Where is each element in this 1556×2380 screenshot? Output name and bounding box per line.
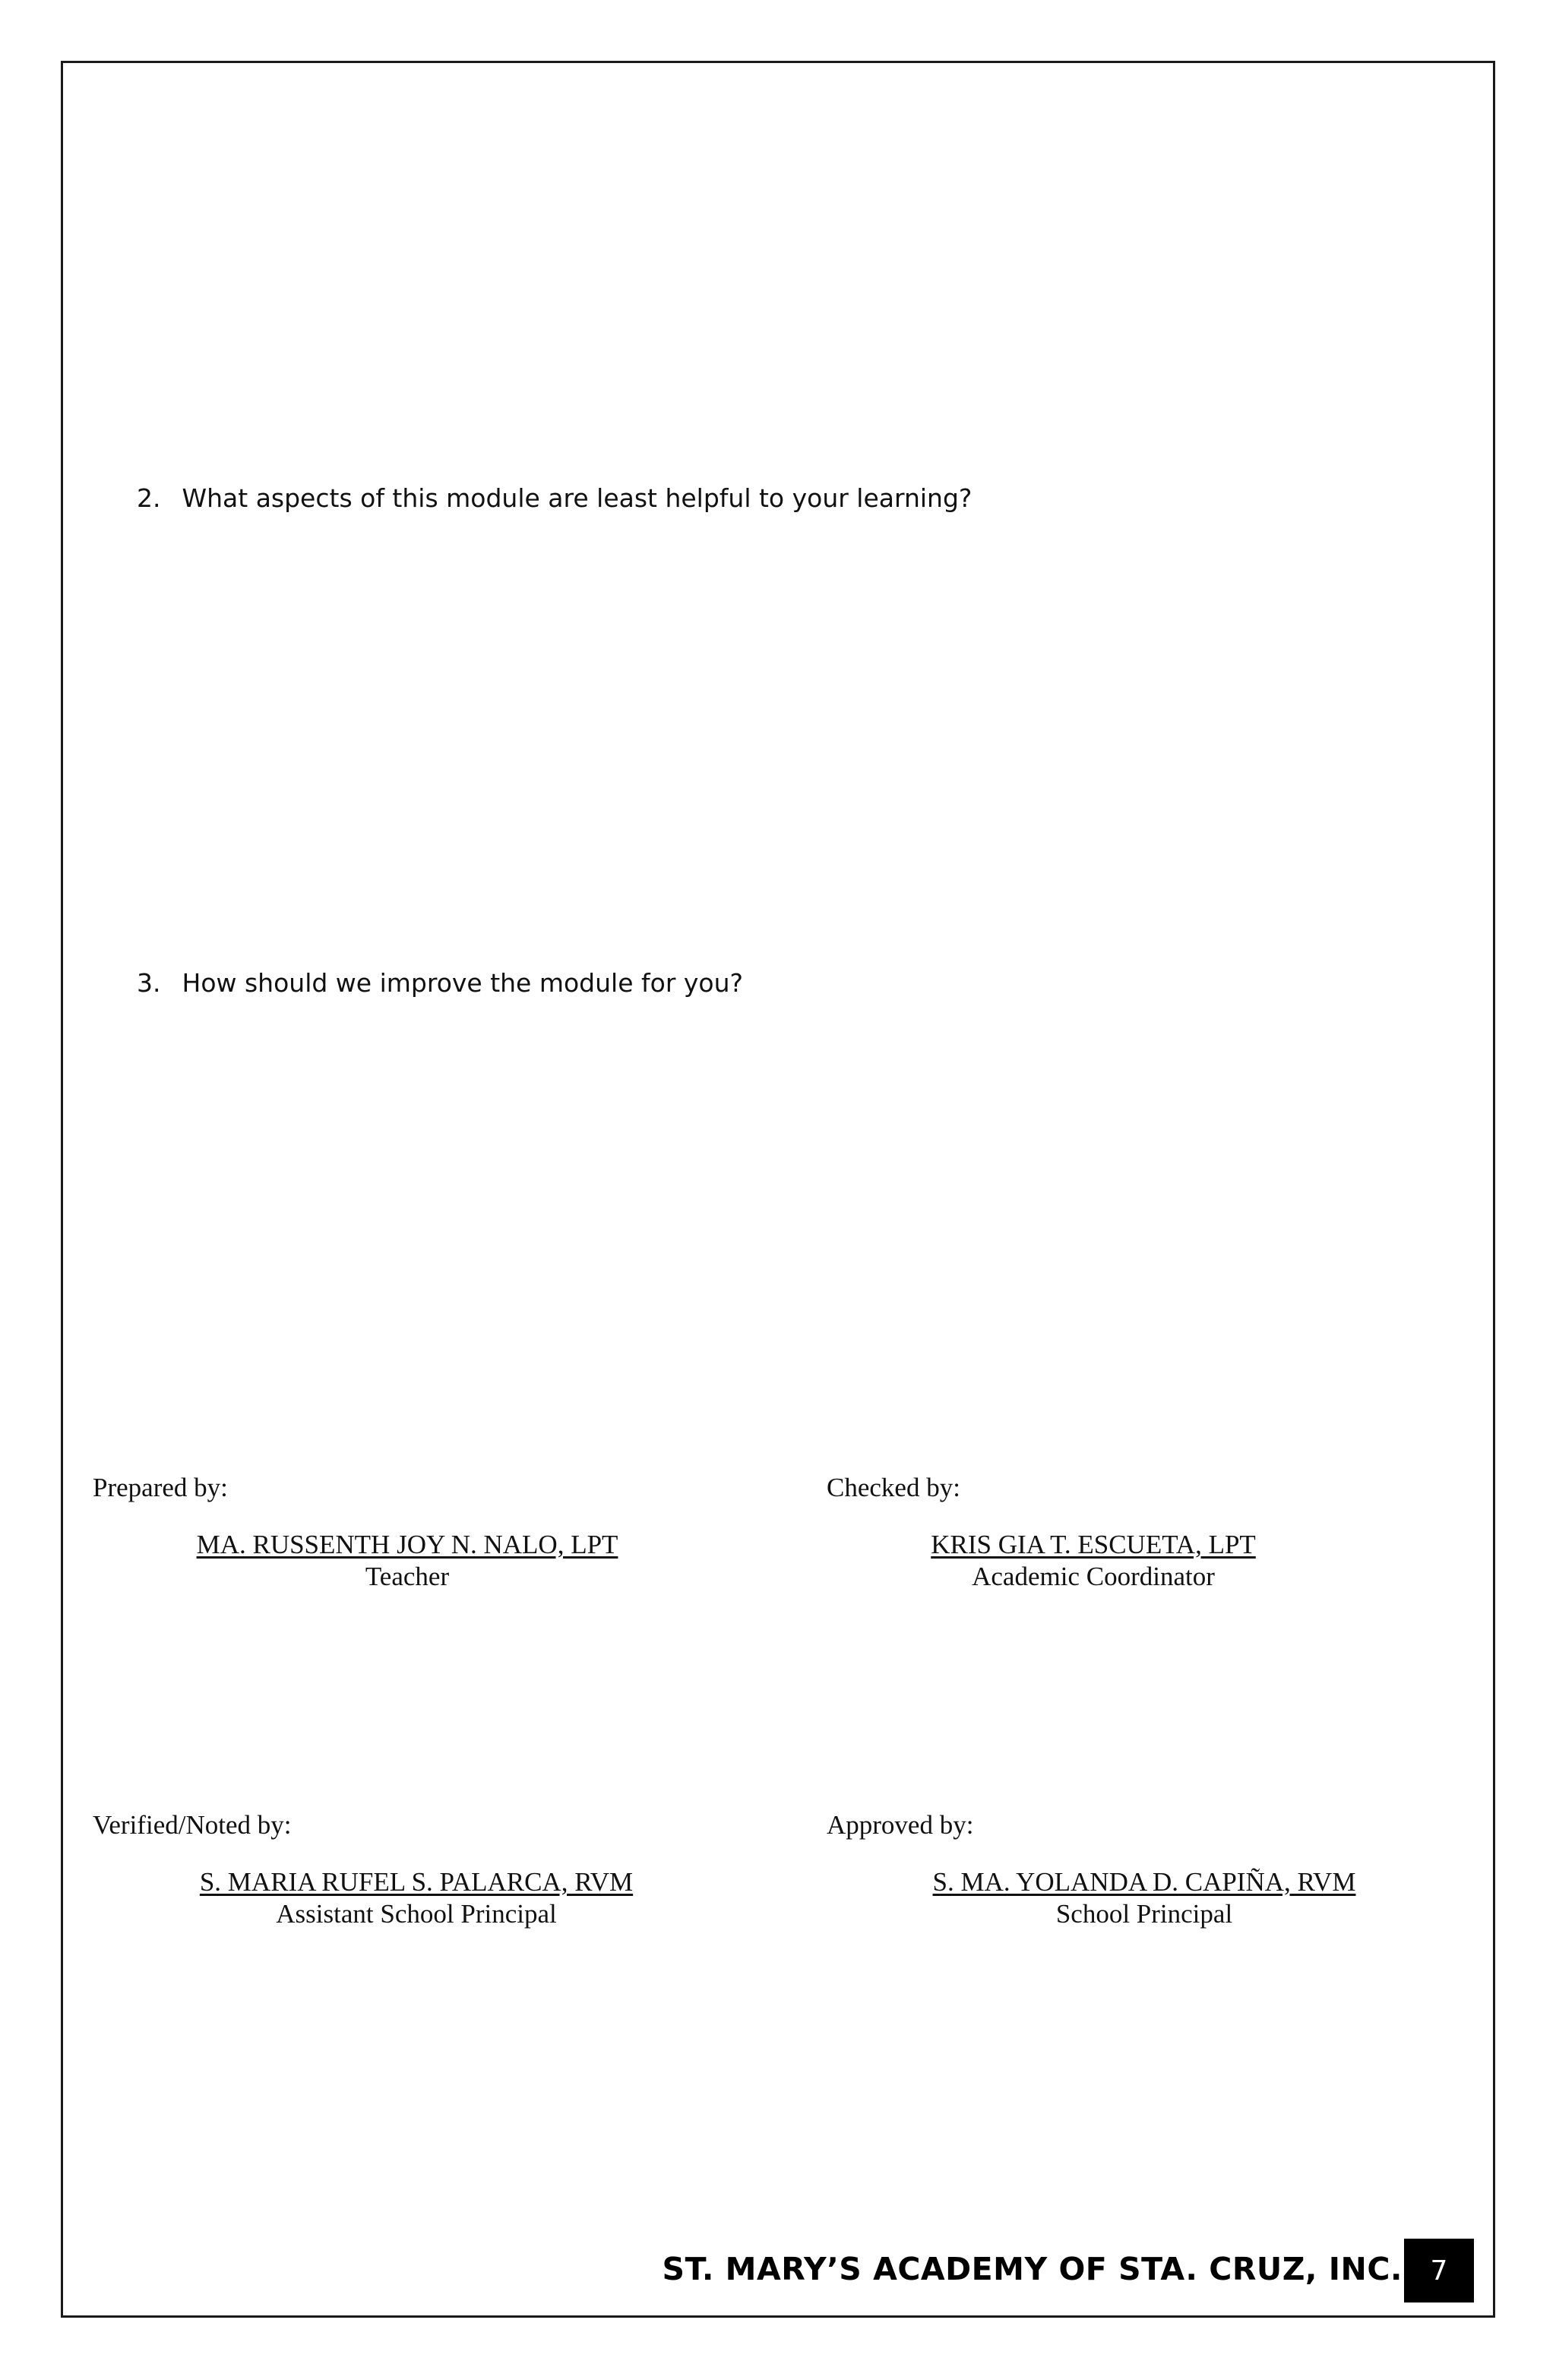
signatory-name: S. MA. YOLANDA D. CAPIÑA, RVM (932, 1867, 1356, 1897)
prepared-by-signature (179, 1529, 635, 1593)
page-border (61, 61, 1495, 2318)
question-text: What aspects of this module are least helpful to your learning? (182, 483, 972, 513)
signatory-title: Academic Coordinator (972, 1562, 1215, 1591)
checked-by-label: Checked by: (827, 1473, 960, 1502)
question-number: 2. (137, 483, 161, 513)
school-name: ST. MARY’S ACADEMY OF STA. CRUZ, INC. (662, 2251, 1403, 2287)
approved-by-label: Approved by: (827, 1810, 974, 1840)
page-number: 7 (1404, 2239, 1474, 2302)
signatory-title: Teacher (365, 1562, 450, 1591)
signatory-name: KRIS GIA T. ESCUETA, LPT (931, 1530, 1256, 1559)
checked-by-signature (909, 1529, 1278, 1593)
verified-by-label: Verified/Noted by: (93, 1810, 292, 1840)
verified-by-signature (179, 1866, 653, 1930)
approved-by-signature (909, 1866, 1380, 1930)
signatory-title: Assistant School Principal (276, 1899, 557, 1929)
signatory-title: School Principal (1055, 1899, 1233, 1929)
signatory-name: S. MARIA RUFEL S. PALARCA, RVM (199, 1867, 634, 1897)
question-number: 3. (137, 968, 161, 998)
question-2 (137, 483, 972, 513)
signatory-name: MA. RUSSENTH JOY N. NALO, LPT (196, 1530, 618, 1559)
question-3 (137, 968, 743, 998)
question-text: How should we improve the module for you? (182, 968, 744, 998)
prepared-by-label: Prepared by: (93, 1473, 228, 1502)
